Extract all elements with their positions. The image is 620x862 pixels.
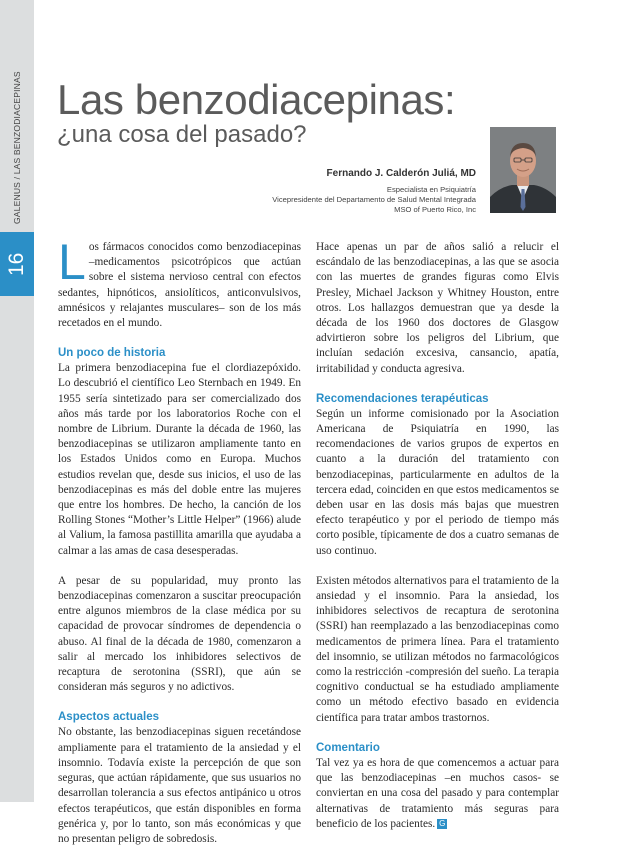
author-role-organization: MSO of Puerto Rico, Inc [394, 205, 476, 214]
intro-paragraph [58, 234, 301, 331]
end-mark-icon: G [439, 819, 446, 829]
article-title: Las benzodiacepinas: [57, 76, 456, 123]
comentario-text: Tal vez ya es hora de que comencemos a actuar para que las benzodiacepinas –en muchos casos- se conviertan en una cosa del pasado y para contemplar alternativas de tratamiento más seguras para beneficio de los pacientes. [316, 756, 559, 830]
article-column-left [58, 234, 301, 862]
heading-historia: Un poco de historia [58, 347, 166, 360]
heading-comentario: Comentario [316, 741, 380, 754]
intro-text: os fármacos conocidos como benzodiacepinas –medicamentos psicotrópicos que actúan sobre el sistema nervioso central con efectos sedantes, hipnóticos, ansiolíticos, anticonvulsivos, amnésicos y relajantes musculares– son de los más recetados en el mundo. [58, 241, 301, 330]
section-label: GALENUS / LAS BENZODIACEPINAS [12, 71, 22, 224]
article-subtitle: ¿una cosa del pasado? [57, 121, 307, 148]
author-role-position: Vicepresidente del Departamento de Salud Mental Integrada [272, 195, 476, 204]
heading-aspectos-actuales: Aspectos actuales [58, 711, 159, 724]
paragraph-recomendaciones: Según un informe comisionado por la Asociation Americana de Psiquiatría en 1990, las recomendaciones de varios grupos de expertos en cuanto a la duración del tratamiento con benzodiacepinas, particularmente en adultos de la tercera edad, coinciden en que estos medicamentos se deben usar en las dosis más bajas que muestren efecto terapéutico y por el periodo de tiempo más corto posible, típicamente de dos a cuatro semanas de uso continuo. [316, 407, 559, 557]
author-role-specialty: Especialista en Psiquiatría [386, 185, 476, 194]
paragraph-alternativos: Existen métodos alternativos para el tratamiento de la ansiedad y el insomnio. Para la ansiedad, los inhibidores selectivos de recaptura de serotonina (SSRI) han reemplazado a las benzodiacepinas como medicamentos de primera línea. Para el tratamiento del insomnio, se utilizan métodos no farmacológicos como la restricción -compresión del sueño. La terapia cognitivo conductual se ha estudiado ampliamente como un método efectivo basado en evidencia científica para tratar ambos trastornos. [316, 574, 559, 724]
paragraph-escandalo: Hace apenas un par de años salió a relucir el escándalo de las benzodiacepinas, a las que se asocia con las muertes de grandes figuras como Elvis Presley, Michael Jackson y Whitney Houston, entre otros. Los hallazgos demuestran que ya desde la década de los 1960 dos doctores de Glasgow advirtieron sobre los peligros del Librium, que incluían sedación excesiva, cansancio, apatía, irritabilidad y conducta agresiva. [316, 241, 559, 375]
paragraph-popularidad: A pesar de su popularidad, muy pronto las benzodiacepinas comenzaron a suscitar preocupación entre algunos miembros de la clase médica por su capacidad de provocar síndromes de dependencia o abuso. Al final de la década de 1980, comenzaron a salir al mercado los inhibidores selectivos de recaptura de serotonina (SSRI), que aún se consideran más seguros y no adictivos. [58, 574, 301, 694]
author-name: Fernando J. Calderón Juliá, MD [326, 168, 476, 179]
byline [272, 168, 476, 215]
drop-cap: L [58, 234, 86, 290]
page-number: 16 [5, 252, 28, 276]
paragraph-historia: La primera benzodiacepina fue el clordiazepóxido. Lo descubrió el científico Leo Sternbach en 1949. En 1955 sería sintetizado para ser comercializado dos años más tarde por los laboratorios Roche con el nombre de Librium. Durante la década de 1960, las benzodiacepinas se utilizaron ampliamente tanto en los Estados Unidos como en Europa. Muchos estudios revelan que, desde sus inicios, el uso de las benzodiacepinas es más del doble entre las mujeres que entre los hombres. De hecho, la canción de los Rolling Stones “Mother’s Little Helper” (1966) alude al Valium, la famosa pastillita amarilla que ayudaba a calmar a las amas de casa desesperadas. [58, 362, 301, 557]
paragraph-aspectos-actuales: No obstante, las benzodiacepinas siguen recetándose ampliamente para el tratamiento de la ansiedad y el insomnio. Todavía existe la percepción de que son seguras, que actúan rápidamente, que sus usuarios no desarrollan tolerancia a sus efectos antipánico u otros efectos terapéuticos, que están disponibles en forma genérica y, por lo tanto, son más económicas y que no presentan peligro de sobredosis. [58, 726, 301, 845]
author-photo [490, 127, 556, 213]
paragraph-comentario [316, 756, 559, 832]
article-column-right [316, 240, 559, 847]
heading-recomendaciones: Recomendaciones terapéuticas [316, 392, 489, 405]
